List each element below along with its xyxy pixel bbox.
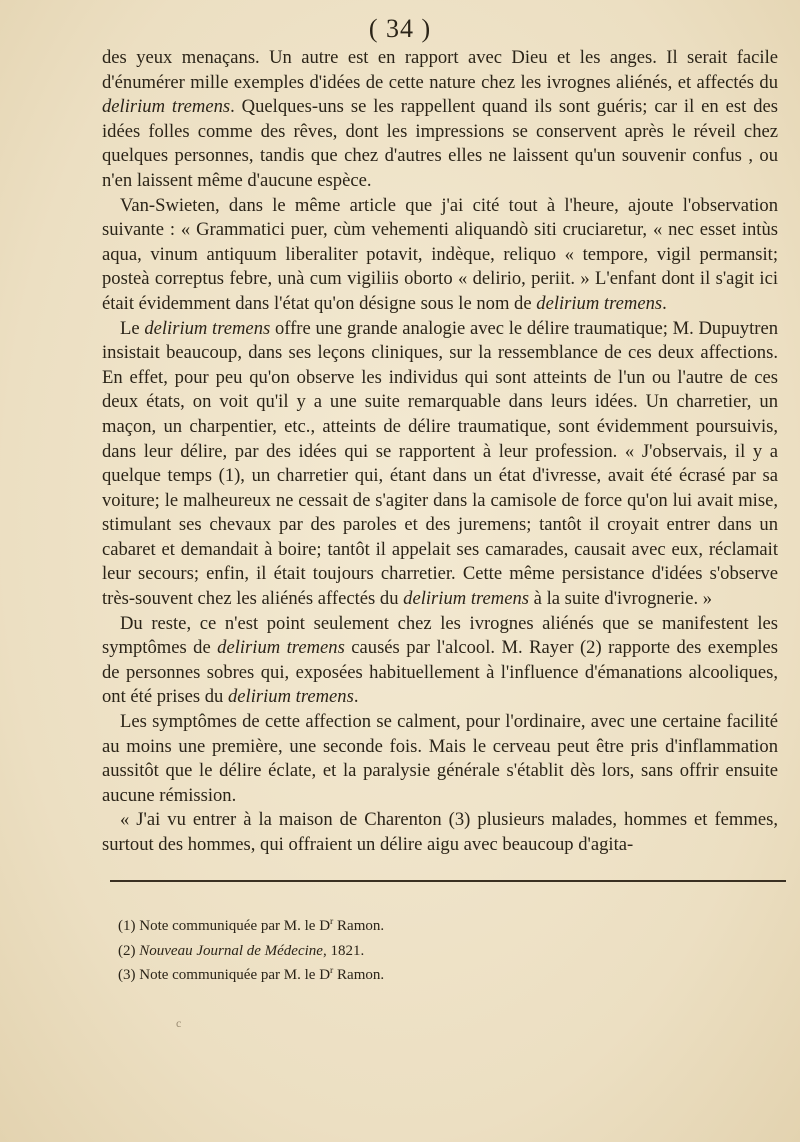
text-run: (1) Note communiquée par M. le D — [118, 918, 331, 934]
footnote-rule — [110, 880, 786, 882]
signature-mark: c — [176, 1016, 182, 1030]
paragraph — [102, 46, 778, 194]
italic-text: delirium tremens — [102, 96, 231, 118]
text-run: , 1821. — [322, 942, 365, 959]
paragraph — [102, 710, 778, 808]
text-run: . — [662, 292, 667, 314]
italic-text: delirium tremens — [217, 637, 345, 659]
text-run: des yeux menaçans. Un autre est en rapport avec Dieu et les anges. Il serait facile d'énumérer mille exemples d'idées de cette nature chez les ivrognes aliénés, et affectés du — [102, 47, 778, 93]
text-run: à la suite d'ivrognerie. » — [529, 588, 713, 610]
paragraph — [102, 194, 778, 317]
text-run: Du reste, ce n'est point seulement chez les ivrognes aliénés que se manifestent les symptômes de — [102, 612, 778, 659]
footnote — [118, 914, 718, 939]
italic-text: delirium tremens — [144, 317, 271, 339]
paragraph — [102, 317, 778, 612]
text-run: offre une grande analogie avec le délire traumatique; M. Dupuytren insistait beaucoup, dans ses leçons cliniques, sur la ressemblance de ces deux affections. En effet, pour peu qu'on observe les individus qui sont atteints de l'un ou l'autre de ces deux états, on voit qu'il y a une suite remarquable dans leurs idées. Un charretier, un maçon, un charpentier, etc., atteints de délire traumatique, sont évidemment poursuivis, dans leur délire, par des idées qui se rapportent à leur profession. « J'observais, il y a quelque temps (1), un charretier qui, étant dans un état d'ivresse, avait été écrasé par sa voiture; le malheureux ne cessait de s'agiter dans la camisole de force qu'on lui avait mise, stimulant ses chevaux par des paroles et des juremens; tantôt il croyait entrer dans un cabaret et demandait à boire; tantôt il appelait ses camarades, causait avec eux, réclamait leur secours; enfin, il était toujours charretier. Cette même persistance d'idées s'observe très-souvent chez les aliénés affectés du — [102, 317, 778, 610]
italic-text: Nouveau Journal de Médecine — [139, 942, 323, 959]
footnote — [118, 963, 718, 988]
text-run: causés par l'alcool. M. Rayer (2) rapporte des exemples de personnes sobres qui, exposées habituellement à l'influence d'émanations alcooliques, ont été prises du — [102, 637, 778, 708]
text-run: Ramon. — [333, 918, 385, 934]
text-run: Le — [120, 317, 145, 339]
text-run: (2) — [118, 942, 140, 959]
footnotes — [118, 914, 718, 988]
paragraph — [102, 808, 778, 857]
text-run: Ramon. — [333, 967, 385, 983]
superscript: r — [330, 916, 334, 927]
italic-text: delirium tremens — [536, 292, 663, 314]
superscript: r — [330, 965, 334, 976]
text-run: (3) Note communiquée par M. le D — [118, 967, 331, 983]
footnote — [118, 939, 718, 964]
text-run: . Quelques-uns se les rappellent quand ils sont guéris; car il en est des idées folles comme des rêves, dont les impressions se conservent après le réveil chez quelques personnes, tandis que chez d'autres elles ne laissent qu'un souvenir confus , ou n'en laissent même d'aucune espèce. — [102, 96, 778, 191]
text-run: Van-Swieten, dans le même article que j'ai cité tout à l'heure, ajoute l'observation suivante : « Grammatici puer, cùm vehementi aliquandò siti cruciaretur, « nec esset intùs aqua, vinum antiquum liberaliter potavit, indèque, reliquo « tempore, vigil permansit; posteà correptus febre, unà cum vigiliis oborto « delirio, periit. » L'enfant dont il s'agit ici était évidemment dans l'état qu'on désigne sous le nom de — [102, 194, 778, 314]
text-run: « J'ai vu entrer à la maison de Charenton (3) plusieurs malades, hommes et femmes, surtout des hommes, qui offraient un délire aigu avec beaucoup d'agita- — [102, 809, 778, 855]
text-run: Les symptômes de cette affection se calment, pour l'ordinaire, avec une certaine facilité au moins une première, une seconde fois. Mais le cerveau peut être pris d'inflammation aussitôt que le délire éclate, et la paralysie générale s'établit dès lors, sans offrir ensuite aucune rémission. — [102, 711, 778, 806]
italic-text: delirium tremens — [403, 588, 530, 610]
text-run: . — [353, 686, 359, 708]
page-number: ( 34 ) — [368, 14, 432, 43]
italic-text: delirium tremens — [228, 686, 354, 708]
body-text — [102, 46, 778, 858]
paragraph — [102, 612, 778, 710]
